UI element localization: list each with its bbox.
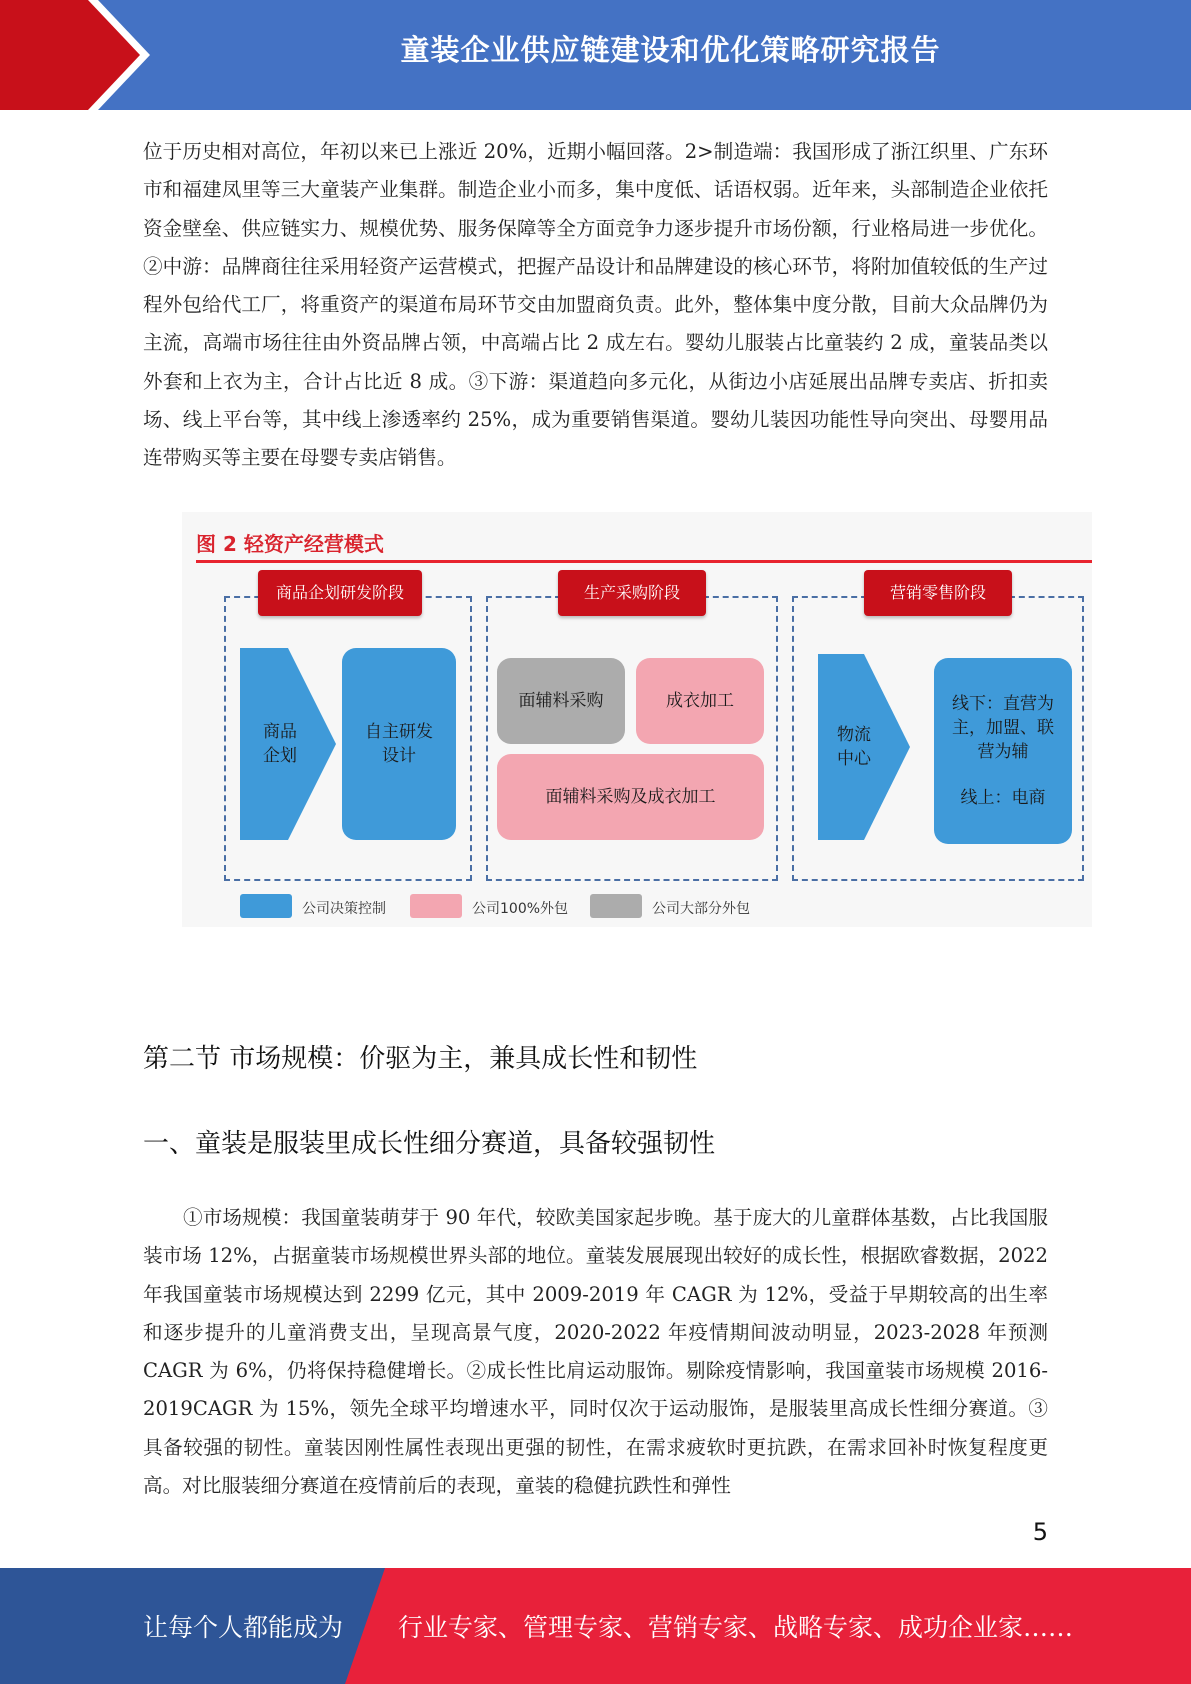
figure-title: 图 2 轻资产经营模式 — [196, 532, 384, 556]
legend-swatch-partial-outsource — [590, 894, 642, 918]
stage-label-1: 商品企划研发阶段 — [258, 570, 422, 616]
stage2-box-purchase-and-processing: 面辅料采购及成衣加工 — [497, 754, 764, 840]
legend-label-partial-outsource: 公司大部分外包 — [652, 901, 750, 917]
body-paragraph-1: 位于历史相对高位，年初以来已上涨近 20%，近期小幅回落。2>制造端：我国形成了浙江织里、广东环市和福建凤里等三大童装产业集群。制造企业小而多，集中度低、话语权弱。近年来，头部制造企业依托资金壁垒、供应链实力、规模优势、服务保障等全方面竞争力逐步提升市场份额，行业格局进一步优化。②中游：品牌商往往采用轻资产运营模式，把握产品设计和品牌建设的核心环节，将附加值较低的生产过程外包给代工厂，将重资产的渠道布局环节交由加盟商负责。此外，整体集中度分散，目前大众品牌仍为主流，高端市场往往由外资品牌占领，中高端占比 2 成左右。婴幼儿服装占比童装约 2 成，童装品类以外套和上衣为主，合计占比近 8 成。③下游：渠道趋向多元化，从街边小店延展出品牌专卖店、折扣卖场、线上平台等，其中线上渗透率约 25%，成为重要销售渠道。婴幼儿装因功能性导向突出、母婴用品连带购买等主要在母婴专卖店销售。 — [143, 140, 1048, 470]
header-title: 童装企业供应链建设和优化策略研究报告 — [400, 33, 941, 67]
stage3-box-online-text: 线上：电商 — [960, 788, 1046, 808]
legend-label-control: 公司决策控制 — [302, 901, 386, 917]
legend-swatch-full-outsource — [410, 894, 462, 918]
stage-label-2: 生产采购阶段 — [558, 570, 706, 616]
stage2-box-material-purchase: 面辅料采购 — [497, 658, 625, 744]
stage1-box: 自主研发 设计 — [342, 648, 456, 840]
page-footer — [0, 1568, 1191, 1684]
figure-light-asset-model — [182, 512, 1092, 927]
figure-title-rule — [196, 560, 1092, 563]
stage-label-3: 营销零售阶段 — [864, 570, 1012, 616]
footer-slogan-right: 行业专家、管理专家、营销专家、战略专家、成功企业家…… — [398, 1613, 1074, 1642]
page-header — [0, 0, 1191, 110]
page-number: 5 — [1032, 1518, 1048, 1546]
legend-label-full-outsource: 公司100%外包 — [472, 901, 569, 917]
subsection-heading: 一、童装是服装里成长性细分赛道，具备较强韧性 — [143, 1129, 716, 1159]
stage3-arrow-text: 物流 中心 — [837, 725, 871, 769]
footer-slogan-left: 让每个人都能成为 — [143, 1613, 344, 1642]
legend-swatch-control — [240, 894, 292, 918]
body-paragraph-2: ①市场规模：我国童装萌芽于 90 年代，较欧美国家起步晚。基于庞大的儿童群体基数，占比我国服装市场 12%，占据童装市场规模世界头部的地位。童装发展展现出较好的成长性，根据欧睿数据，2022 年我国童装市场规模达到 2299 亿元，其中 2009-2019 年 CAGR 为 12%，受益于早期较高的出生率和逐步提升的儿童消费支出，呈现高景气度，2020-2022 年疫情期间波动明显，2023-2028 年预测 CAGR 为 6%，仍将保持稳健增长。②成长性比肩运动服饰。剔除疫情影响，我国童装市场规模 2016-2019CAGR 为 15%，领先全球平均增速水平，同时仅次于运动服饰，是服装里高成长性细分赛道。③具备较强的韧性。童装因刚性属性表现出更强的韧性，在需求疲软时更抗跌，在需求回补时恢复程度更高。对比服装细分赛道在疫情前后的表现，童装的稳健抗跌性和弹性 — [143, 1206, 1048, 1498]
stage2-box-garment-processing: 成衣加工 — [636, 658, 764, 744]
stage3-box — [934, 658, 1072, 844]
section-heading: 第二节 市场规模：价驱为主，兼具成长性和韧性 — [143, 1044, 698, 1074]
stage1-arrow-text: 商品 企划 — [263, 722, 297, 766]
stage3-box-offline-text: 线下：直营为 主，加盟、联 营为辅 — [952, 694, 1054, 762]
